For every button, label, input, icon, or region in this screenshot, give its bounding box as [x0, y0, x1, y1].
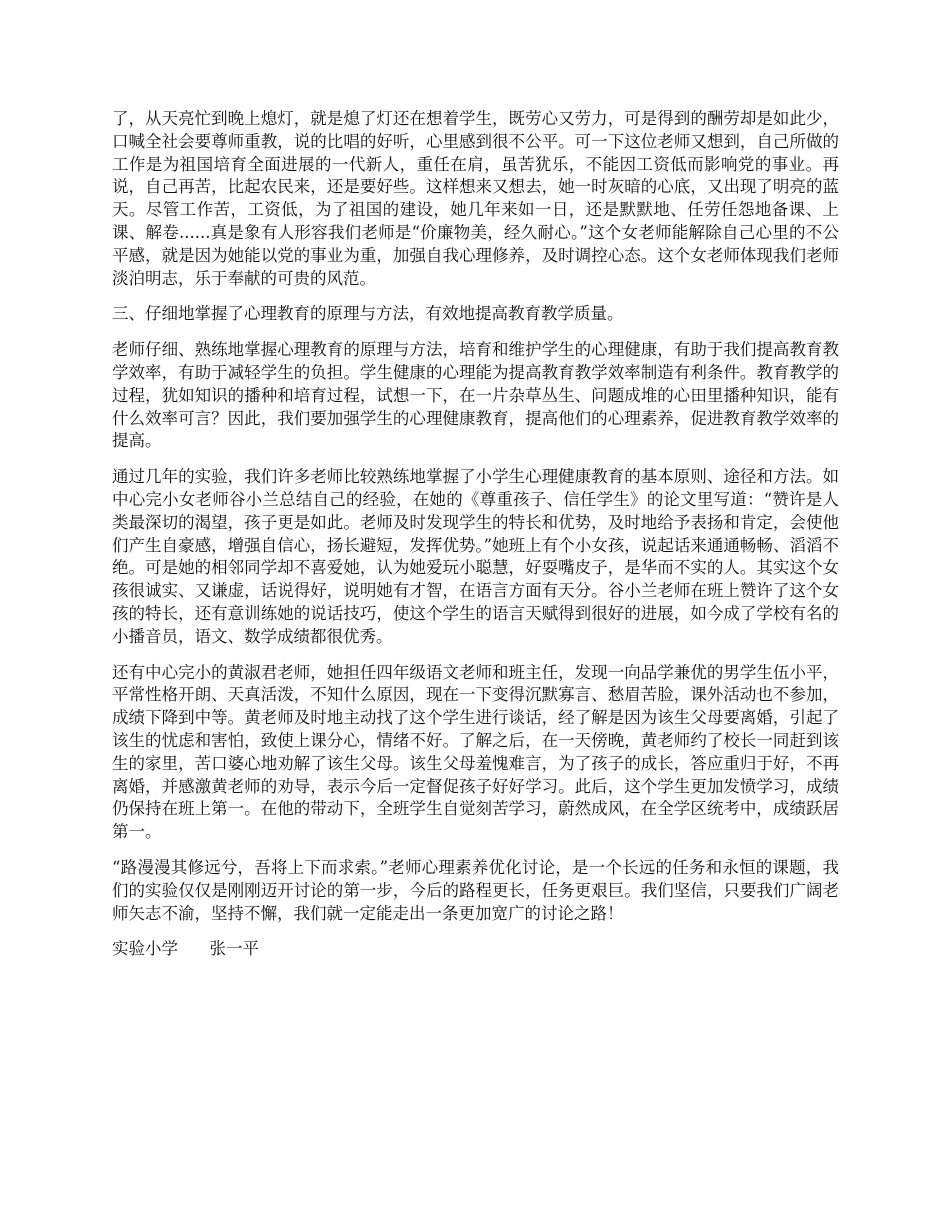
paragraph-2: 老师仔细、熟练地掌握心理教育的原理与方法，培育和维护学生的心理健康，有助于我们提高教育教学效率，有助于减轻学生的负担。学生健康的心理能为提高教育教学效率制造有利条件。教育教学的过程，犹如知识的播种和培育过程，试想一下，在一片杂草丛生、问题成堆的心田里播种知识，能有什么效率可言？因此，我们要加强学生的心理健康教育，提高他们的心理素养，促进教育教学效率的提高。 — [112, 340, 839, 451]
paragraph-4: 还有中心完小的黄淑君老师，她担任四年级语文老师和班主任，发现一向品学兼优的男学生伍小平，平常性格开朗、天真活泼，不知什么原因，现在一下变得沉默寡言、愁眉苦脸，课外活动也不参加，成绩下降到中等。黄老师及时地主动找了这个学生进行谈话，经了解是因为该生父母要离婚，引起了该生的忧虑和害怕，致使上课分心，情绪不好。了解之后，在一天傍晚，黄老师约了校长一同赶到该生的家里，苦口婆心地劝解了该生父母。该生父母羞愧难言，为了孩子的成长，答应重归于好，不再离婚，并感激黄老师的劝导，表示今后一定督促孩子好好学习。此后，这个学生更加发愤学习，成绩仍保持在班上第一。在他的带动下，全班学生自觉刻苦学习，蔚然成风，在全学区统考中，成绩跃居第一。 — [112, 662, 839, 842]
paragraph-1: 了，从天亮忙到晚上熄灯，就是熄了灯还在想着学生，既劳心又劳力，可是得到的酬劳却是如此少，口喊全社会要尊师重教，说的比唱的好听，心里感到很不公平。可一下这位老师又想到，自己所做的工作是为祖国培育全面进展的一代新人，重任在肩，虽苦犹乐，不能因工资低而影响党的事业。再说，自己再苦，比起农民来，还是要好些。这样想来又想去，她一时灰暗的心底，又出现了明亮的蓝天。尽管工作苦，工资低，为了祖国的建设，她几年来如一日，还是默默地、任劳任怨地备课、上课、解卷......真是象有人形容我们老师是“价廉物美，经久耐心。”这个女老师能解除自己心里的不公平感，就是因为她能以党的事业为重，加强自我心理修养，及时调控心态。这个女老师体现我们老师淡泊明志，乐于奉献的可贵的风范。 — [112, 109, 839, 288]
paragraph-3: 通过几年的实验，我们许多老师比较熟练地掌握了小学生心理健康教育的基本原则、途径和方法。如中心完小女老师谷小兰总结自己的经验，在她的《尊重孩子、信任学生》的论文里写道：“赞许是人类最深切的渴望，孩子更是如此。老师及时发现学生的特长和优势，及时地给予表扬和肯定，会使他们产生自豪感，增强自信心，扬长避短，发挥优势。”她班上有个小女孩，说起话来通通畅畅、滔滔不绝。可是她的相邻同学却不喜爱她，认为她爱玩小聪慧，好耍嘴皮子，是华而不实的人。其实这个女孩很诚实、又谦虚，话说得好，说明她有才智，在语言方面有天分。谷小兰老师在班上赞许了这个女孩的特长，还有意训练她的说话技巧，使这个学生的语言天赋得到很好的进展，如今成了学校有名的小播音员，语文、数学成绩都很优秀。 — [112, 467, 839, 646]
signature-school: 实验小学 — [112, 939, 178, 959]
section-heading: 三、仔细地掌握了心理教育的原理与方法，有效地提高教育教学质量。 — [112, 304, 624, 324]
document-page — [112, 108, 839, 961]
signature — [112, 938, 839, 961]
paragraph-5: “路漫漫其修远兮，吾将上下而求索。”老师心理素养优化讨论，是一个长远的任务和永恒的课题，我们的实验仅仅是刚刚迈开讨论的第一步，今后的路程更长，任务更艰巨。我们坚信，只要我们广阔老师矢志不渝，坚持不懈，我们就一定能走出一条更加宽广的讨论之路！ — [112, 857, 839, 923]
signature-author: 张一平 — [209, 939, 259, 959]
